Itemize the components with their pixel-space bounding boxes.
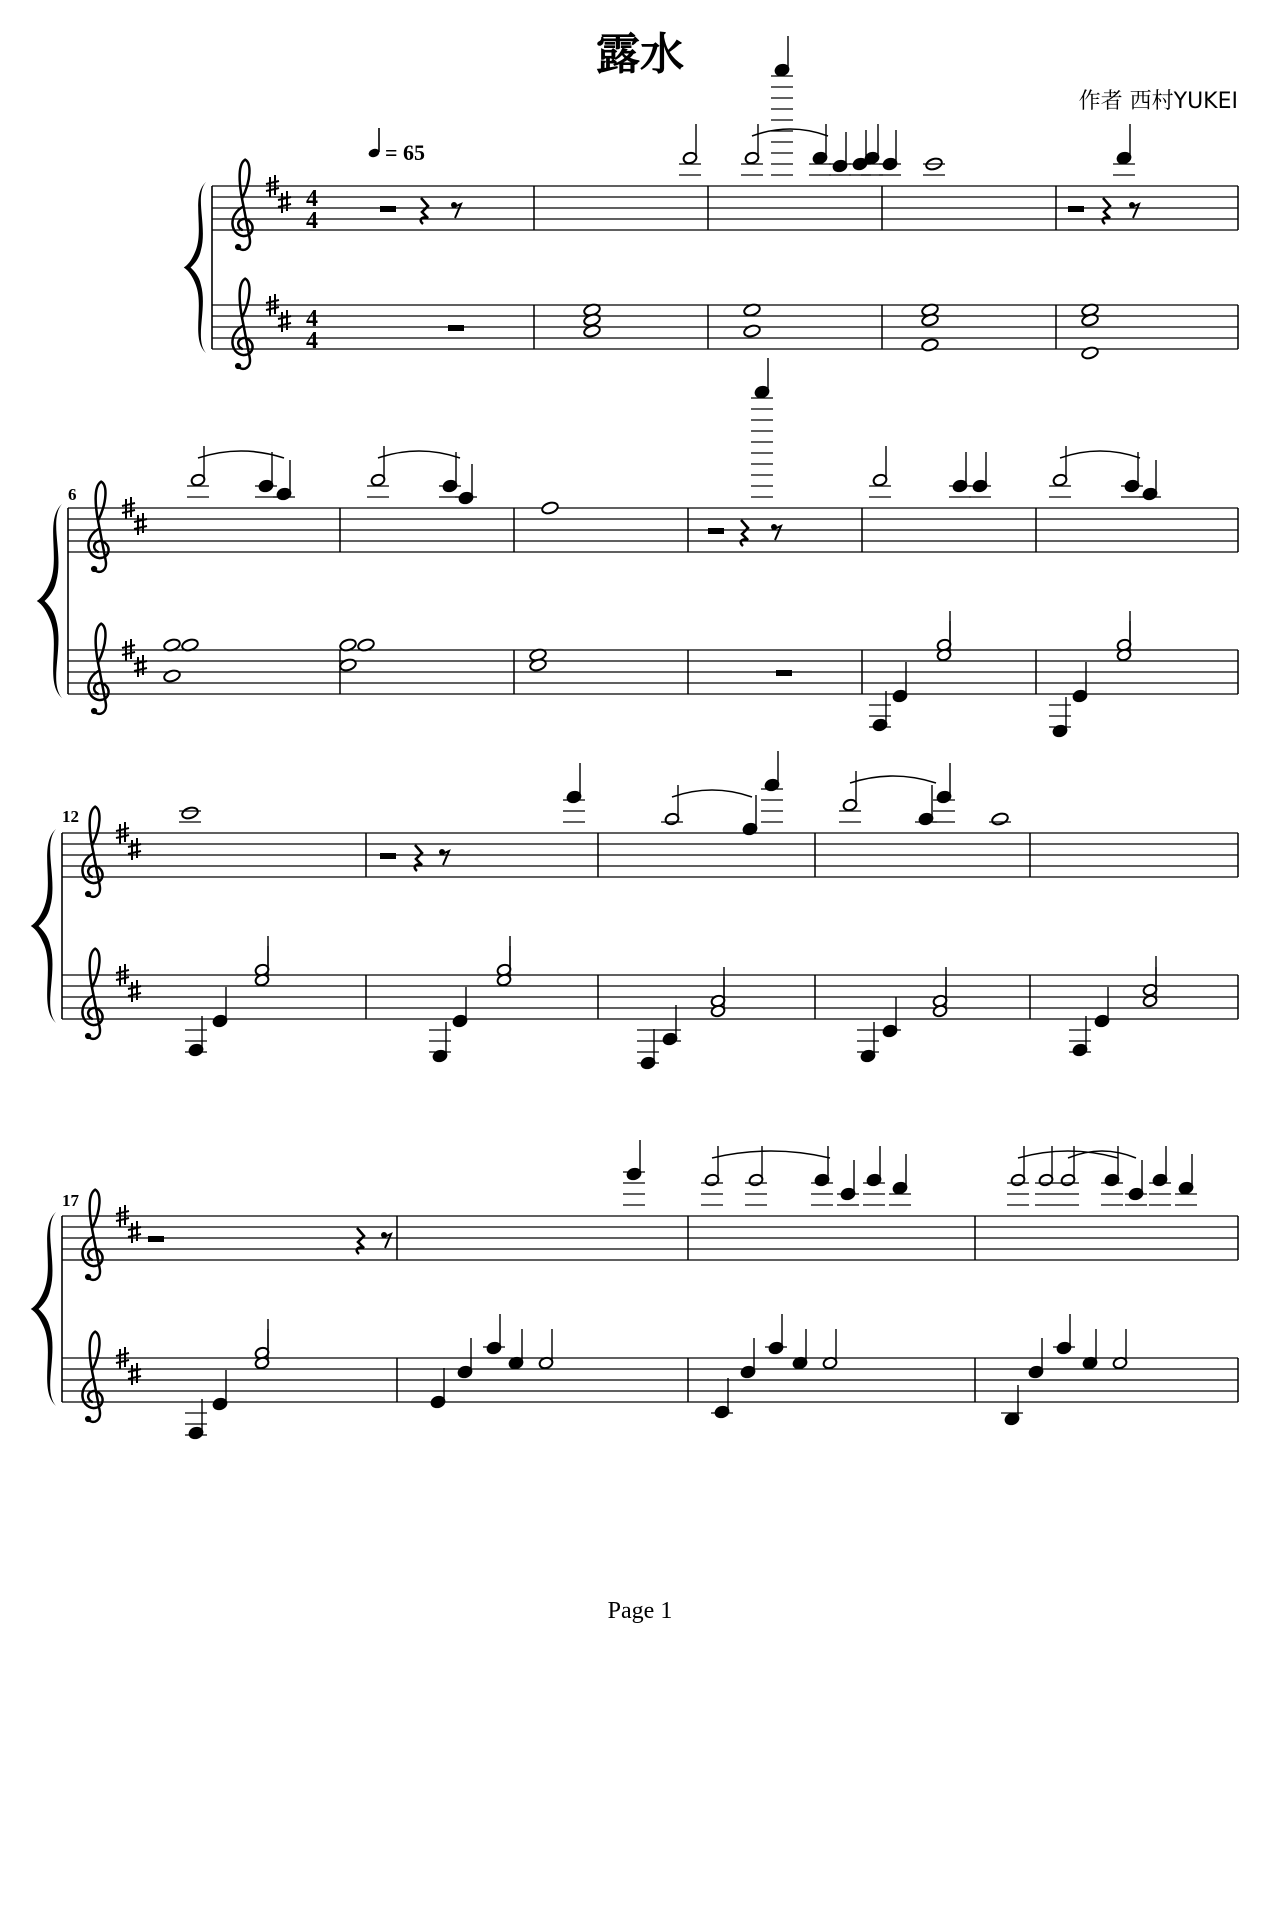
whole-rest-14 bbox=[148, 1236, 164, 1242]
system-brace-2 bbox=[37, 504, 62, 698]
page-number: Page 1 bbox=[607, 1598, 673, 1624]
time-sig-top: 4 bbox=[306, 186, 318, 212]
note-head-17 bbox=[921, 338, 939, 352]
note-head-40 bbox=[339, 658, 357, 672]
tie-0 bbox=[198, 451, 284, 458]
rest-2 bbox=[451, 202, 461, 218]
system-brace-4 bbox=[31, 1212, 56, 1406]
note-head-37 bbox=[163, 669, 181, 683]
measure-number-17: 17 bbox=[62, 1191, 79, 1210]
rest-5 bbox=[1103, 198, 1110, 224]
tie-2 bbox=[1060, 451, 1140, 458]
key-sharp-c-s3-lower bbox=[128, 980, 141, 1002]
measure-number-12: 12 bbox=[62, 807, 79, 826]
time-sig-bottom-lower: 4 bbox=[306, 328, 318, 354]
note-head-12 bbox=[583, 324, 601, 338]
key-sharp-c-s2-upper bbox=[134, 513, 147, 535]
rest-13 bbox=[439, 849, 449, 865]
rest-8 bbox=[741, 520, 748, 546]
whole-rest-11 bbox=[380, 853, 396, 859]
whole-rest-7 bbox=[708, 528, 724, 534]
time-signature-bass bbox=[306, 306, 318, 354]
composer-credit: 作者 西村YUKEI bbox=[1078, 89, 1238, 114]
whole-rest-0 bbox=[380, 206, 396, 212]
key-sharp-c-s1-lower bbox=[278, 310, 291, 332]
note-head-20 bbox=[1081, 346, 1099, 360]
treble-clef-s2-lower bbox=[88, 624, 108, 714]
treble-clef-s4-lower bbox=[82, 1332, 102, 1422]
measure-number-6: 6 bbox=[68, 485, 77, 504]
rest-16 bbox=[381, 1232, 391, 1248]
tie-4 bbox=[672, 790, 752, 797]
key-sharp-c-s4-lower bbox=[128, 1363, 141, 1385]
tie-5 bbox=[850, 776, 936, 783]
key-sharp-c-s2-lower bbox=[134, 655, 147, 677]
whole-rest-4 bbox=[1068, 206, 1084, 212]
rest-6 bbox=[1129, 202, 1139, 218]
rest-15 bbox=[357, 1228, 364, 1254]
whole-rest-3 bbox=[448, 325, 464, 331]
time-sig-bottom: 4 bbox=[306, 208, 318, 234]
tie-3 bbox=[752, 129, 828, 136]
key-sharp-c-s4-upper bbox=[128, 1221, 141, 1243]
treble-clef-s1-lower bbox=[232, 279, 252, 369]
key-sharp-c-s3-upper bbox=[128, 838, 141, 860]
system-brace-1 bbox=[184, 182, 206, 353]
note-head-14 bbox=[743, 324, 761, 338]
time-sig-top-lower: 4 bbox=[306, 306, 318, 332]
rest-12 bbox=[415, 845, 422, 871]
tempo-text: = 65 bbox=[385, 140, 426, 165]
system-brace-3 bbox=[31, 829, 56, 1023]
treble-clef-s4-upper bbox=[82, 1190, 102, 1280]
treble-clef-s3-upper bbox=[82, 807, 102, 897]
tie-1 bbox=[378, 451, 460, 458]
note-head-51 bbox=[181, 806, 199, 820]
tempo-marking bbox=[367, 128, 425, 165]
time-signature-treble bbox=[306, 186, 318, 234]
key-sharp-c-s1-upper bbox=[278, 191, 291, 213]
tie-6 bbox=[712, 1151, 830, 1158]
treble-clef-s3-lower bbox=[82, 949, 102, 1039]
note-head-59 bbox=[991, 812, 1009, 826]
rest-1 bbox=[421, 198, 428, 224]
tie-7 bbox=[1018, 1151, 1118, 1158]
note-head-27 bbox=[541, 501, 559, 515]
whole-rest-10 bbox=[776, 670, 792, 676]
treble-clef-s1-upper bbox=[232, 160, 252, 250]
score-title: 露水 bbox=[596, 29, 684, 80]
rest-9 bbox=[771, 524, 781, 540]
treble-clef-s2-upper bbox=[88, 482, 108, 572]
